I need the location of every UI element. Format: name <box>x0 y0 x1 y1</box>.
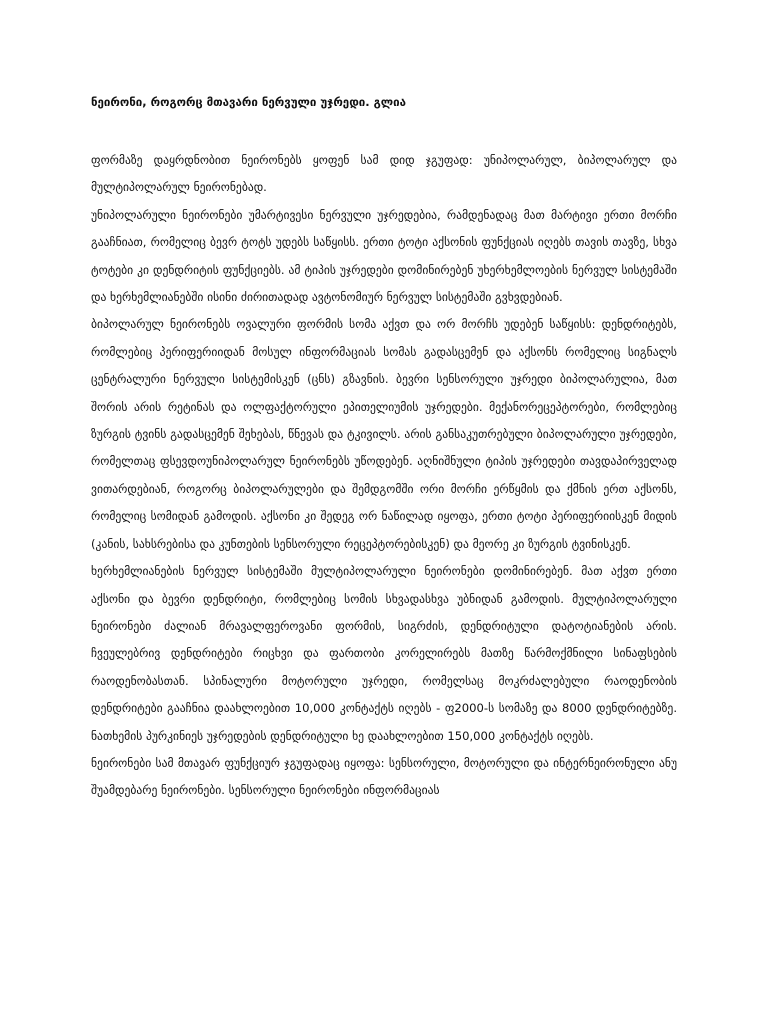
paragraph-unipolar: უნიპოლარული ნეირონები უმარტივესი ნერვული უჯრედებია, რამდენადაც მათ მარტივი ერთი მორჩი გააჩნიათ, რომელიც ბევრ ტოტს უდებს საწყისს. ერთი ტოტი აქსონის ფუნქციას იღებს თავის თავზე, სხვა ტოტები კი დენდრიტის ფუნქციებს. ამ ტიპის უჯრედები დომინირებენ უხერხემლოების ნერვულ სისტემაში და ხერხემლიანებში ისინი ძირითადად ავტონომიურ ნერვულ სისტემაში გვხვდებიან. <box>91 207 677 305</box>
document-title: ნეირონი, როგორც მთავარი ნერვული უჯრედი. გლია <box>91 95 406 109</box>
paragraph-bipolar: ბიპოლარულ ნეირონებს ოვალური ფორმის სომა აქვთ და ორ მორჩს უდებენ საწყისს: დენდრიტებს, რომლებიც პერიფერიიდან მოსულ ინფორმაციას სომას გადასცემენ და აქსონს რომელიც სიგნალს ცენტრალური ნერვული სისტემისკენ (ცნს) გზავნის. ბევრი სენსორული უჯრედი ბიპოლარულია, მათ შორის არის რეტინას და ოლფაქტორული ეპითელიუმის უჯრედები. მექანორეცეპტორები, რომლებიც ზურგის ტვინს გადასცემენ შეხებას, წნევას და ტკივილს. არის განსაკუთრებული ბიპოლარული უჯრედები, რომელთაც ფსევდოუნიპოლარულ ნეირონებს უწოდებენ. აღნიშნული ტიპის უჯრედები თავდაპირველად ვითარდებიან, როგორც ბიპოლარულები და შემდგომში ორი მორჩი ერწყმის და ქმნის ერთ აქსონს, რომელიც სომიდან გამოდის. აქსონი კი შედეგ ორ ნაწილად იყოფა, ერთი ტოტი პერიფერიისკენ მიდის (კანის, სახსრებისა და კუნთების სენსორული რეცეპტორებისკენ) და მეორე კი ზურგის ტვინისკენ. <box>91 317 677 551</box>
paragraph-classification: ფორმაზე დაყრდნობით ნეირონებს ყოფენ სამ დიდ ჯგუფად: უნიპოლარულ, ბიპოლარულ და მულტიპოლარულ ნეირონებად. <box>91 153 677 195</box>
paragraph-multipolar: ხერხემლიანების ნერვულ სისტემაში მულტიპოლარული ნეირონები დომინირებენ. მათ აქვთ ერთი აქსონი და ბევრი დენდრიტი, რომლებიც სომის სხვადასხვა უბნიდან გამოდის. მულტიპოლარული ნეირონები ძალიან მრავალფეროვანი ფორმის, სიგრძის, დენდრიტული დატოტიანების არის. ჩვეულებრივ დენდრიტები რიცხვი და ფართობი კორელირებს მათზე წარმოქმნილი სინაფსების რაოდენობასთან. სპინალური მოტორული უჯრედი, რომელსაც მოკრძალებული რაოდენობის დენდრიტები გააჩნია დაახლოებით 10,000 კონტაქტს იღებს - ფ2000-ს სომაზე და 8000 დენდრიტებზე. ნათხემის პურკინიეს უჯრედების დენდრიტული ხე დაახლოებით 150,000 კონტაქტს იღებს. <box>91 564 677 743</box>
paragraph-functional-groups: ნეირონები სამ მთავარ ფუნქციურ ჯგუფადაც იყოფა: სენსორული, მოტორული და ინტერნეირონული ანუ შუამდებარე ნეირონები. სენსორული ნეირონები ინფორმაციას <box>91 755 677 798</box>
document-body <box>91 147 677 805</box>
